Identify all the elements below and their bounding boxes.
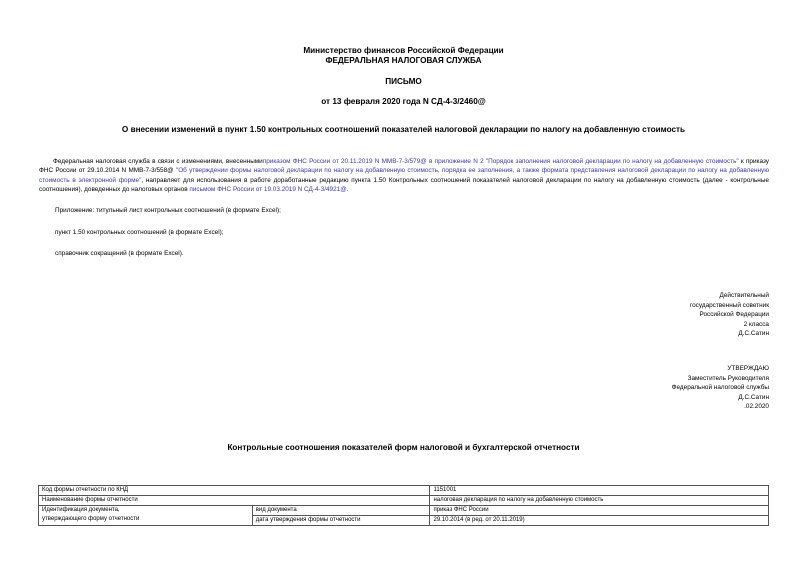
section-title: Контрольные соотношения показателей форм налоговой и бухгалтерской отчетности — [227, 443, 580, 452]
table-cell-value: приказ ФНС России — [430, 506, 769, 516]
signature-name: Д.С.Сатин — [738, 330, 769, 338]
signature-block — [690, 291, 769, 339]
table-cell-value: 1151001 — [430, 486, 769, 496]
approval-date: .02.2020 — [744, 403, 769, 411]
form-approval-link[interactable]: "Об утверждении формы налоговой декларации по налогу на добавленную стоимость, порядка ее заполнения, а также формата представления налоговой декларации по налогу на добавленную стоимость в электронной форме" — [39, 167, 769, 184]
document-type: ПИСЬМО — [385, 77, 422, 86]
signature-title: 2 класса — [743, 320, 769, 328]
ministry-name: Министерство финансов Российской Федерации — [303, 46, 504, 55]
paragraph-text: , направляет для использования в работе доработанные редакцию пункта 1.50 Контрольных соотношений показателей налоговой декларации по налогу на добавленную стоимость (далее - контрольные соотношения), доведенных до налоговых органов — [39, 176, 769, 193]
form-info-table — [38, 485, 769, 526]
table-cell-label — [39, 506, 253, 526]
table-cell-value: 29.10.2014 (в ред. от 20.11.2019) — [430, 516, 769, 526]
approval-position: Заместитель Руководителя — [687, 374, 769, 382]
table-cell-sublabel: дата утверждения формы отчетности — [252, 516, 430, 526]
table-row — [39, 496, 769, 506]
table-cell-label-line: Идентификация документа, — [42, 507, 120, 513]
table-cell-value: налоговая декларация по налогу на добавленную стоимость — [430, 496, 769, 506]
signature-title: государственный советник — [689, 301, 769, 309]
approval-name: Д.С.Сатин — [738, 393, 769, 401]
attachment-line: Приложение: титульный лист контрольных соотношений (в формате Excel); — [55, 207, 281, 214]
approval-block — [672, 364, 769, 412]
approval-position: Федеральной налоговой службы — [671, 384, 769, 392]
table-cell-label: Наименование формы отчетности — [39, 496, 430, 506]
paragraph-text: Федеральная налоговая служба в связи с изменениями, внесенными — [53, 158, 263, 165]
signature-title: Российской Федерации — [699, 311, 769, 319]
table-cell-label-line: утверждающего форму отчетности — [42, 516, 140, 522]
attachment-line: пункт 1.50 контрольных соотношений (в формате Excel); — [55, 229, 224, 236]
paragraph-text: к приказу ФНС России от 29.10.2014 N ММВ-7-3/558@ — [39, 158, 770, 175]
paragraph-text: . — [346, 185, 349, 193]
table-cell-label: Код формы отчетности по КНД — [39, 486, 430, 496]
table-row — [39, 506, 769, 516]
attachment-line: справочник сокращений (в формате Excel). — [55, 250, 184, 257]
table-cell-sublabel: вид документа — [252, 506, 430, 516]
document-subject: О внесении изменений в пункт 1.50 контрольных соотношений показателей налоговой декларации по налогу на добавленную стоимость — [121, 125, 686, 134]
table-row — [39, 486, 769, 496]
approval-heading: УТВЕРЖДАЮ — [727, 365, 769, 372]
letter-link[interactable]: письмом ФНС России от 19.03.2019 N СД-4-3/4921@ — [189, 185, 347, 193]
signature-title: Действительный — [719, 292, 769, 299]
order-link[interactable]: приказом ФНС России от 20.11.2019 N ММВ-7-3/579@ в приложение N 2 "Порядок заполнения налоговой декларации по налогу на добавленную стоимость" — [262, 158, 739, 165]
document-date-number: от 13 февраля 2020 года N СД-4-3/2460@ — [321, 97, 486, 106]
main-paragraph — [39, 157, 769, 194]
service-name: ФЕДЕРАЛЬНАЯ НАЛОГОВАЯ СЛУЖБА — [325, 56, 482, 65]
